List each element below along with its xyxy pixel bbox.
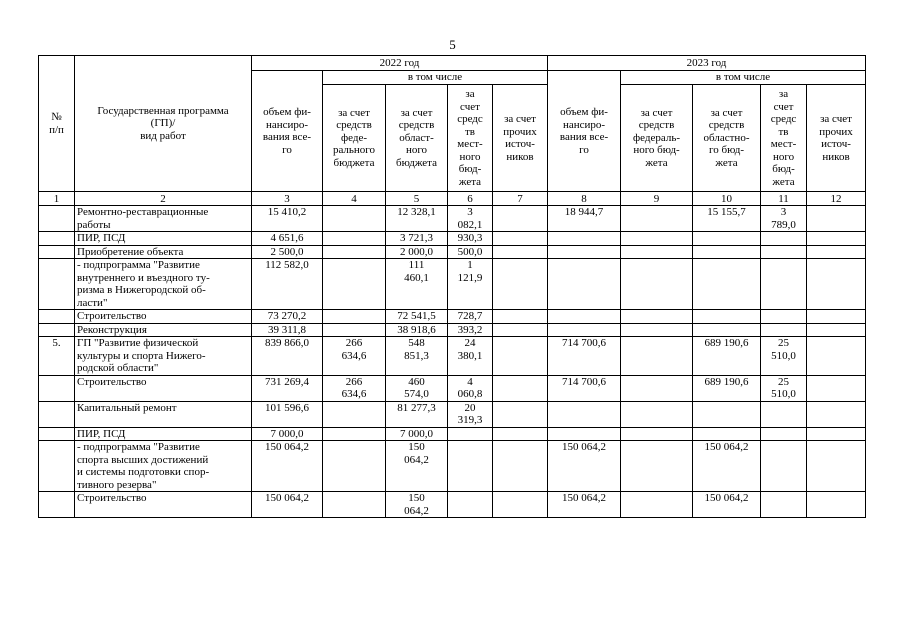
cell-other-2023 [807,337,866,376]
cell-federal-2022 [323,245,386,259]
cell-row-number [39,492,75,518]
cell-row-number [39,232,75,246]
cell-work-type: Капитальный ремонт [75,401,252,427]
cell-work-type: - подпрограмма "Развитие внутреннего и въездного ту- ризма в Нижегородской об- ласти" [75,259,252,310]
cell-row-number [39,427,75,441]
cell-other-2023 [807,401,866,427]
cell-regional-2023 [693,245,761,259]
cell-regional-2023 [693,310,761,324]
header-2022-local: за счет средс тв мест- ного бюд- жета [448,85,493,192]
cell-federal-2023 [621,323,693,337]
cell-other-2022 [493,310,548,324]
cell-work-type: - подпрограмма "Развитие спорта высших достижений и системы подготовки спор- тивного резерва" [75,441,252,492]
cell-other-2022 [493,337,548,376]
cell-local-2023 [761,427,807,441]
cell-other-2022 [493,401,548,427]
column-number: 4 [323,192,386,206]
cell-local-2022: 728,7 [448,310,493,324]
cell-regional-2022: 72 541,5 [386,310,448,324]
table-row [39,441,866,492]
cell-total-2023: 18 944,7 [548,206,621,232]
cell-other-2022 [493,375,548,401]
header-2022-regional: за счет средств област- ного бюджета [386,85,448,192]
cell-regional-2023 [693,232,761,246]
cell-federal-2023 [621,441,693,492]
cell-other-2023 [807,441,866,492]
cell-total-2023 [548,401,621,427]
cell-local-2022: 930,3 [448,232,493,246]
cell-total-2023: 150 064,2 [548,492,621,518]
cell-federal-2022: 266 634,6 [323,337,386,376]
table-row [39,401,866,427]
cell-regional-2022: 81 277,3 [386,401,448,427]
cell-work-type: ПИР, ПСД [75,232,252,246]
cell-row-number [39,310,75,324]
cell-row-number [39,206,75,232]
header-2023-federal: за счет средств федераль- ного бюд- жета [621,85,693,192]
cell-regional-2023: 689 190,6 [693,375,761,401]
cell-regional-2022: 3 721,3 [386,232,448,246]
cell-federal-2023 [621,259,693,310]
column-number: 5 [386,192,448,206]
table-row [39,232,866,246]
cell-other-2023 [807,245,866,259]
cell-total-2022: 4 651,6 [252,232,323,246]
cell-regional-2023 [693,401,761,427]
column-number: 3 [252,192,323,206]
cell-row-number [39,401,75,427]
cell-total-2022: 112 582,0 [252,259,323,310]
header-2022-total: объем фи- нансиро- вания все- го [252,71,323,192]
cell-regional-2023: 689 190,6 [693,337,761,376]
column-number: 1 [39,192,75,206]
cell-work-type: Ремонтно-реставрационные работы [75,206,252,232]
table-row [39,337,866,376]
cell-local-2022 [448,441,493,492]
cell-federal-2023 [621,375,693,401]
cell-other-2023 [807,310,866,324]
cell-other-2023 [807,492,866,518]
cell-total-2023 [548,245,621,259]
cell-total-2022: 73 270,2 [252,310,323,324]
cell-local-2023: 25 510,0 [761,337,807,376]
table-row [39,427,866,441]
cell-federal-2022 [323,492,386,518]
cell-federal-2022 [323,401,386,427]
cell-local-2022: 3 082,1 [448,206,493,232]
header-2022-including: в том числе [323,71,548,85]
cell-federal-2022 [323,441,386,492]
cell-total-2023 [548,310,621,324]
cell-other-2023 [807,259,866,310]
cell-local-2023 [761,310,807,324]
cell-row-number [39,323,75,337]
cell-total-2022: 101 596,6 [252,401,323,427]
column-number: 10 [693,192,761,206]
cell-work-type: ПИР, ПСД [75,427,252,441]
cell-row-number [39,441,75,492]
table-row [39,310,866,324]
header-2023-including: в том числе [621,71,866,85]
header-program-name: Государственная программа (ГП)/ вид работ [75,56,252,192]
cell-regional-2023: 150 064,2 [693,441,761,492]
cell-local-2023: 25 510,0 [761,375,807,401]
cell-regional-2023: 150 064,2 [693,492,761,518]
table-row [39,245,866,259]
cell-total-2023 [548,232,621,246]
page-number: 5 [449,37,456,52]
cell-federal-2023 [621,401,693,427]
cell-other-2023 [807,206,866,232]
cell-total-2023 [548,259,621,310]
cell-regional-2023 [693,427,761,441]
cell-regional-2023 [693,259,761,310]
cell-federal-2023 [621,427,693,441]
cell-regional-2022: 38 918,6 [386,323,448,337]
cell-regional-2022: 150 064,2 [386,441,448,492]
cell-federal-2022 [323,323,386,337]
cell-local-2022: 24 380,1 [448,337,493,376]
column-number-row [39,192,866,206]
header-row-number: № п/п [39,56,75,192]
table-header [39,56,866,206]
cell-other-2023 [807,427,866,441]
table-row [39,492,866,518]
cell-regional-2022: 548 851,3 [386,337,448,376]
cell-work-type: Реконструкция [75,323,252,337]
cell-other-2022 [493,323,548,337]
cell-total-2023 [548,427,621,441]
cell-total-2022: 15 410,2 [252,206,323,232]
cell-local-2023 [761,232,807,246]
cell-regional-2022: 7 000,0 [386,427,448,441]
column-number: 9 [621,192,693,206]
cell-other-2022 [493,232,548,246]
cell-total-2022: 39 311,8 [252,323,323,337]
cell-work-type: Строительство [75,492,252,518]
column-number: 8 [548,192,621,206]
column-number: 7 [493,192,548,206]
cell-federal-2023 [621,245,693,259]
cell-federal-2023 [621,206,693,232]
column-number: 11 [761,192,807,206]
cell-work-type: Строительство [75,375,252,401]
cell-total-2023: 714 700,6 [548,337,621,376]
cell-regional-2022: 2 000,0 [386,245,448,259]
header-2023-local: за счет средс тв мест- ного бюд- жета [761,85,807,192]
column-number: 2 [75,192,252,206]
cell-local-2022 [448,492,493,518]
table-row [39,323,866,337]
cell-work-type: Приобретение объекта [75,245,252,259]
cell-local-2022: 4 060,8 [448,375,493,401]
cell-local-2023 [761,401,807,427]
cell-federal-2023 [621,310,693,324]
cell-other-2023 [807,323,866,337]
header-2022-federal: за счет средств феде- рального бюджета [323,85,386,192]
cell-total-2022: 731 269,4 [252,375,323,401]
cell-federal-2022 [323,310,386,324]
header-2023-regional: за счет средств областно- го бюд- жета [693,85,761,192]
cell-other-2022 [493,492,548,518]
cell-other-2023 [807,232,866,246]
cell-total-2022: 839 866,0 [252,337,323,376]
table-body [39,206,866,518]
cell-local-2022: 1 121,9 [448,259,493,310]
cell-federal-2023 [621,337,693,376]
cell-other-2022 [493,441,548,492]
cell-total-2022: 7 000,0 [252,427,323,441]
cell-work-type: Строительство [75,310,252,324]
cell-other-2022 [493,259,548,310]
cell-local-2022: 500,0 [448,245,493,259]
cell-total-2023: 150 064,2 [548,441,621,492]
cell-total-2023: 714 700,6 [548,375,621,401]
cell-regional-2022: 111 460,1 [386,259,448,310]
cell-other-2022 [493,206,548,232]
cell-local-2022 [448,427,493,441]
column-number: 12 [807,192,866,206]
cell-row-number [39,375,75,401]
cell-row-number [39,259,75,310]
cell-federal-2022: 266 634,6 [323,375,386,401]
cell-work-type: ГП "Развитие физической культуры и спорта Нижего- родской области" [75,337,252,376]
header-year-2023: 2023 год [548,56,866,71]
cell-regional-2023: 15 155,7 [693,206,761,232]
cell-local-2023 [761,492,807,518]
cell-federal-2023 [621,232,693,246]
header-2023-other: за счет прочих источ- ников [807,85,866,192]
cell-total-2022: 150 064,2 [252,492,323,518]
cell-total-2023 [548,323,621,337]
table-row [39,375,866,401]
cell-federal-2023 [621,492,693,518]
cell-other-2022 [493,427,548,441]
cell-regional-2022: 460 574,0 [386,375,448,401]
cell-regional-2023 [693,323,761,337]
cell-local-2023 [761,245,807,259]
cell-federal-2022 [323,259,386,310]
table-row [39,259,866,310]
cell-federal-2022 [323,232,386,246]
header-2023-total: объем фи- нансиро- вания все- го [548,71,621,192]
cell-local-2023 [761,323,807,337]
column-number: 6 [448,192,493,206]
cell-local-2022: 20 319,3 [448,401,493,427]
cell-total-2022: 2 500,0 [252,245,323,259]
cell-federal-2022 [323,427,386,441]
cell-other-2023 [807,375,866,401]
cell-federal-2022 [323,206,386,232]
cell-local-2023 [761,259,807,310]
cell-local-2023: 3 789,0 [761,206,807,232]
cell-total-2022: 150 064,2 [252,441,323,492]
header-2022-other: за счет прочих источ- ников [493,85,548,192]
cell-row-number: 5. [39,337,75,376]
cell-regional-2022: 12 328,1 [386,206,448,232]
cell-row-number [39,245,75,259]
financing-table [38,55,866,518]
header-year-2022: 2022 год [252,56,548,71]
cell-local-2022: 393,2 [448,323,493,337]
cell-local-2023 [761,441,807,492]
cell-other-2022 [493,245,548,259]
cell-regional-2022: 150 064,2 [386,492,448,518]
table-row [39,206,866,232]
